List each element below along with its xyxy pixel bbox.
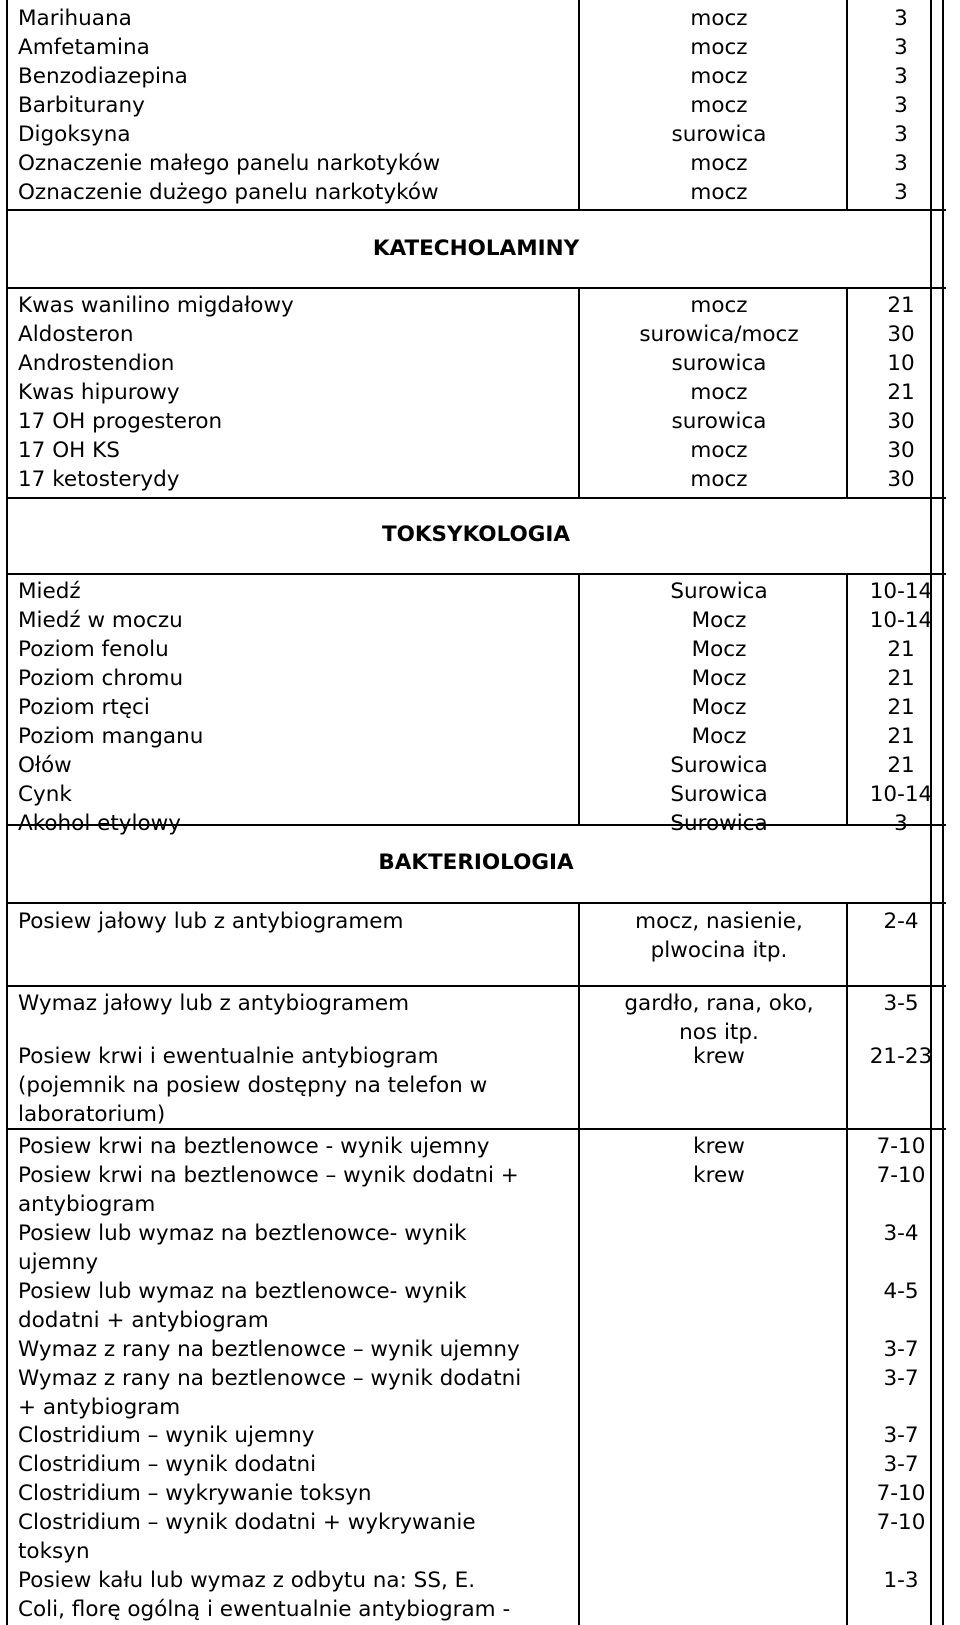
section-title: KATECHOLAMINY [372,236,580,261]
test-name-cell: Clostridium – wynik ujemny [18,1423,315,1448]
material-cell: surowica/mocz [639,322,799,347]
turnaround-days-cell: 21 [887,293,915,318]
rule-bakteriologia-row1 [6,985,946,987]
test-name-cell: Posiew lub wymaz na beztlenowce- wynik dodatni + antybiogram [18,1279,467,1333]
test-name-cell: Digoksyna [18,122,131,147]
test-name-cell: Wymaz jałowy lub z antybiogramem [18,991,410,1016]
turnaround-days-cell: 21 [887,724,915,749]
turnaround-days-cell: 3-7 [883,1337,919,1362]
test-name-cell: Aldosteron [18,322,134,347]
material-cell: krew [693,1163,745,1188]
material-cell: Mocz [691,724,747,749]
test-name-cell: Androstendion [18,351,175,376]
turnaround-days-cell: 21 [887,753,915,778]
material-cell: Surowica [670,811,768,836]
test-name-cell: 17 OH progesteron [18,409,223,434]
turnaround-days-cell: 3 [894,64,908,89]
turnaround-days-cell: 3-4 [883,1221,919,1246]
turnaround-days-cell: 10-14 [869,608,933,633]
test-name-cell: Poziom chromu [18,666,184,691]
section-title: BAKTERIOLOGIA [378,850,574,875]
test-name-cell: Kwas hipurowy [18,380,180,405]
test-name-cell: Miedź [18,579,81,604]
turnaround-days-cell: 3-5 [883,991,919,1016]
test-name-cell: Poziom fenolu [18,637,169,662]
turnaround-days-cell: 30 [887,409,915,434]
material-cell: mocz [690,35,748,60]
turnaround-days-cell: 21 [887,666,915,691]
turnaround-days-cell: 30 [887,467,915,492]
test-name-cell: Poziom manganu [18,724,204,749]
material-cell: Mocz [691,666,747,691]
test-name-cell: Posiew krwi na beztlenowce - wynik ujemny [18,1134,490,1159]
material-cell: Mocz [691,637,747,662]
test-name-cell: Amfetamina [18,35,150,60]
material-cell: Surowica [670,753,768,778]
section-title: TOKSYKOLOGIA [381,522,571,547]
material-cell: mocz [690,6,748,31]
turnaround-days-cell: 3 [894,93,908,118]
test-name-cell: Posiew krwi i ewentualnie antybiogram (pojemnik na posiew dostępny na telefon w laboratorium) [18,1044,488,1127]
test-name-cell: Marihuana [18,6,132,31]
material-cell: mocz [690,438,748,463]
turnaround-days-cell: 3 [894,122,908,147]
turnaround-days-cell: 7-10 [876,1481,926,1506]
turnaround-days-cell: 4-5 [883,1279,919,1304]
turnaround-days-cell: 3 [894,811,908,836]
test-name-cell: Posiew lub wymaz na beztlenowce- wynik ujemny [18,1221,467,1275]
test-name-cell: Clostridium – wykrywanie toksyn [18,1481,372,1506]
test-name-cell: Posiew krwi na beztlenowce – wynik dodatni + antybiogram [18,1163,519,1217]
turnaround-days-cell: 10-14 [869,782,933,807]
material-cell: mocz [690,293,748,318]
turnaround-days-cell: 2-4 [883,909,919,934]
rule-after-drugs [6,209,946,211]
test-name-cell: Kwas wanilino migdałowy [18,293,294,318]
material-cell: Mocz [691,608,747,633]
test-name-cell: Poziom rtęci [18,695,150,720]
material-cell: Surowica [670,579,768,604]
test-name-cell: Posiew jałowy lub z antybiogramem [18,909,404,934]
test-name-cell: Barbiturany [18,93,145,118]
material-cell: surowica [671,409,767,434]
material-cell: Surowica [670,782,768,807]
test-name-cell: Wymaz z rany na beztlenowce – wynik dodatni + antybiogram [18,1366,522,1420]
turnaround-days-cell: 3 [894,35,908,60]
test-name-cell: Miedź w moczu [18,608,183,633]
turnaround-days-cell: 3 [894,151,908,176]
turnaround-days-cell: 21 [887,380,915,405]
test-name-cell: Clostridium – wynik dodatni + wykrywanie toksyn [18,1510,476,1564]
material-cell: mocz [690,467,748,492]
test-name-cell: Akohol etylowy [18,811,181,836]
test-name-cell: Cynk [18,782,72,807]
turnaround-days-cell: 30 [887,322,915,347]
material-cell: krew [693,1134,745,1159]
turnaround-days-cell: 21-23 [869,1044,933,1069]
material-cell: krew [693,1044,745,1069]
turnaround-days-cell: 3-7 [883,1423,919,1448]
turnaround-days-cell: 3-7 [883,1452,919,1477]
rule-after-katecholaminy-title [6,287,946,289]
turnaround-days-cell: 21 [887,637,915,662]
test-name-cell: Oznaczenie małego panelu narkotyków [18,151,441,176]
test-name-cell: Clostridium – wynik dodatni [18,1452,317,1477]
material-cell: mocz, nasienie, plwocina itp. [635,909,803,963]
material-cell: mocz [690,151,748,176]
material-cell: Mocz [691,695,747,720]
turnaround-days-cell: 1-3 [883,1568,919,1593]
turnaround-days-cell: 3 [894,180,908,205]
rule-after-bakteriologia-title [6,902,946,904]
turnaround-days-cell: 3-7 [883,1366,919,1391]
turnaround-days-cell: 7-10 [876,1163,926,1188]
turnaround-days-cell: 7-10 [876,1510,926,1535]
material-cell: mocz [690,64,748,89]
turnaround-days-cell: 30 [887,438,915,463]
material-cell: mocz [690,180,748,205]
turnaround-days-cell: 10 [887,351,915,376]
material-cell: surowica [671,351,767,376]
test-name-cell: 17 OH KS [18,438,120,463]
material-cell: mocz [690,380,748,405]
test-name-cell: Posiew kału lub wymaz z odbytu na: SS, E. Coli, florę ogólną i ewentualnie antybiogram - [18,1568,511,1622]
material-cell: surowica [671,122,767,147]
test-name-cell: Wymaz z rany na beztlenowce – wynik ujemny [18,1337,520,1362]
material-cell: gardło, rana, oko, nos itp. [624,991,814,1045]
lab-test-table [6,0,946,1625]
test-name-cell: Ołów [18,753,72,778]
turnaround-days-cell: 10-14 [869,579,933,604]
rule-after-toksykologia-title [6,573,946,575]
test-name-cell: Benzodiazepina [18,64,188,89]
turnaround-days-cell: 7-10 [876,1134,926,1159]
test-name-cell: Oznaczenie dużego panelu narkotyków [18,180,439,205]
test-name-cell: 17 ketosterydy [18,467,180,492]
turnaround-days-cell: 3 [894,6,908,31]
rule-after-katecholaminy [6,497,946,499]
material-cell: mocz [690,93,748,118]
turnaround-days-cell: 21 [887,695,915,720]
